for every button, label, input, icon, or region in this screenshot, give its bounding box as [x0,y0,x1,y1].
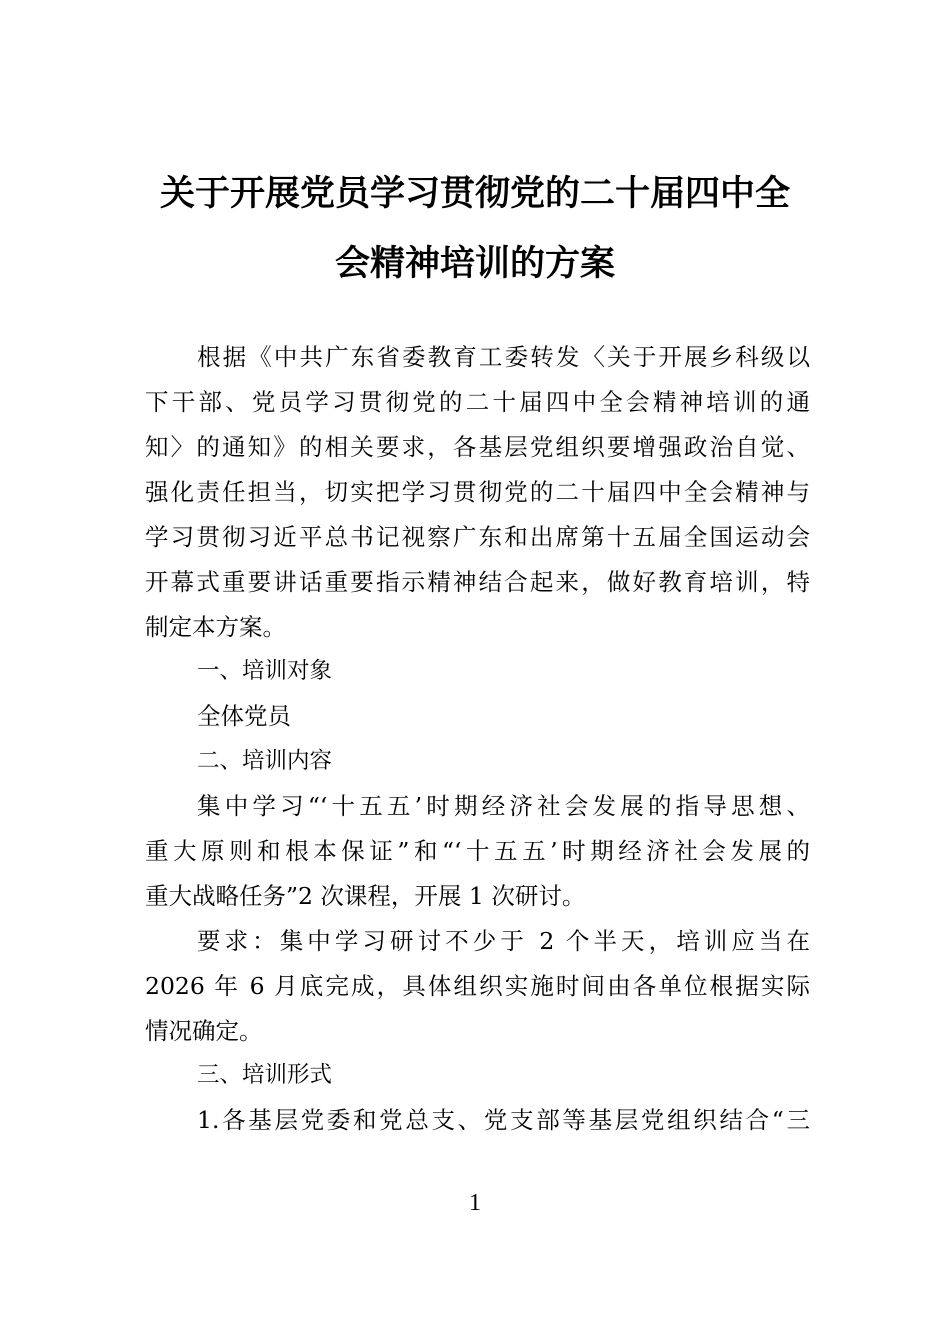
content-line: 重大战略任务”2 次课程，开展 1 次研讨。 [145,882,586,910]
section-heading-training-format: 三、培训形式 [197,1062,333,1088]
document-title-line-2: 会精神培训的方案 [334,243,615,284]
requirement-line: 要求：集中学习研讨不少于 2 个半天，培训应当在 [197,927,810,955]
intro-line: 制定本方案。 [145,613,286,641]
section-text-training-target: 全体党员 [197,702,291,730]
intro-line: 下干部、党员学习贯彻党的二十届四中全会精神培训的通 [145,388,810,416]
content-line: 集中学习“‘十五五’时期经济社会发展的指导思想、 [197,792,810,820]
content-line: 重大原则和根本保证”和“‘十五五’时期经济社会发展的 [145,837,810,865]
intro-line: 学习贯彻习近平总书记视察广东和出席第十五届全国运动会 [145,523,810,551]
intro-line: 强化责任担当，切实把学习贯彻党的二十届四中全会精神与 [145,478,810,506]
requirement-line: 2026 年 6 月底完成，具体组织实施时间由各单位根据实际 [145,972,810,1000]
page-number: 1 [469,1190,481,1216]
section-heading-training-content: 二、培训内容 [197,748,333,774]
intro-line: 开幕式重要讲话重要指示精神结合起来，做好教育培训，特 [145,568,810,596]
requirement-line: 情况确定。 [145,1017,263,1045]
intro-line: 根据《中共广东省委教育工委转发〈关于开展乡科级以 [197,343,810,371]
document-title-line-1: 关于开展党员学习贯彻党的二十届四中全 [159,173,790,214]
format-line: 1.各基层党委和党总支、党支部等基层党组织结合“三 [197,1106,810,1134]
intro-line: 知〉的通知》的相关要求，各基层党组织要增强政治自觉、 [145,433,810,461]
section-heading-training-target: 一、培训对象 [197,658,333,684]
